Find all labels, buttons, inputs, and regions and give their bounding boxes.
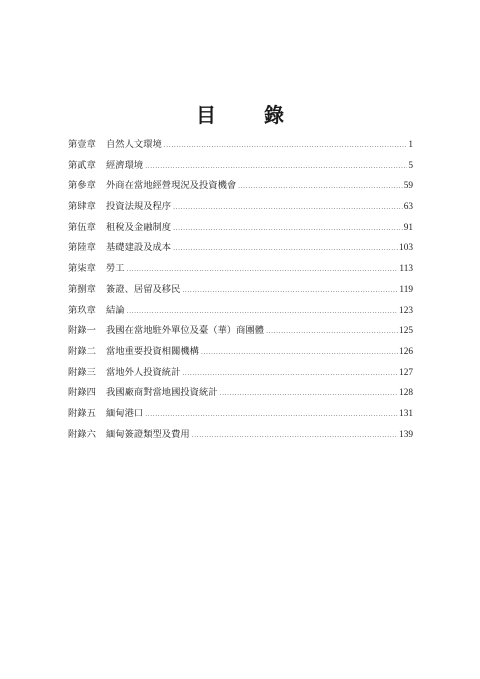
toc-chapter-number: 第捌章 [68, 283, 96, 295]
toc-chapter-number: 第柒章 [68, 263, 96, 275]
toc-leader-dots [173, 239, 398, 260]
toc-chapter-title: 租稅及金融制度 [106, 221, 172, 233]
toc-leader-dots [173, 198, 403, 219]
toc-leader-dots [201, 343, 398, 364]
toc-page-number: 1 [408, 140, 413, 150]
toc-leader-dots [127, 302, 398, 323]
toc-chapter-title: 我國在當地駐外單位及臺（華）商團體 [106, 325, 265, 337]
toc-chapter-number: 第陸章 [68, 242, 96, 254]
toc-chapter-number: 附錄二 [68, 345, 96, 357]
toc-chapter-title: 當地外人投資統計 [106, 366, 181, 378]
toc-entry [68, 238, 413, 259]
toc-leader-dots [238, 177, 403, 198]
toc-page-number: 5 [408, 160, 413, 171]
toc-chapter-number: 附錄五 [68, 407, 96, 419]
toc-page-number: 139 [399, 429, 413, 440]
toc-entry [68, 176, 413, 197]
toc-chapter-number: 第壹章 [68, 139, 96, 150]
toc-page-number: 125 [399, 326, 413, 337]
toc-chapter-number: 附錄三 [68, 366, 96, 378]
toc-chapter-title: 自然人文環境 [106, 139, 162, 150]
toc-leader-dots [164, 136, 408, 157]
toc-entry [68, 425, 413, 446]
page-title: 目 錄 [196, 103, 298, 127]
toc-chapter-number: 第玖章 [68, 304, 96, 316]
toc-chapter-title: 外商在當地經營現況及投資機會 [106, 180, 237, 192]
toc-leader-dots [192, 426, 398, 447]
toc-chapter-number: 第貳章 [68, 159, 96, 171]
toc-chapter-title: 緬甸簽證類型及費用 [106, 428, 190, 440]
toc-entry [68, 301, 413, 322]
toc-entry [68, 156, 413, 177]
toc-chapter-number: 第肆章 [68, 201, 96, 213]
toc-leader-dots [145, 405, 398, 426]
toc-entry [68, 197, 413, 218]
toc-page-number: 59 [403, 181, 413, 192]
toc-leader-dots [182, 364, 398, 385]
toc-chapter-number: 第伍章 [68, 221, 96, 233]
toc-chapter-title: 勞工 [106, 263, 125, 275]
toc-page-number: 131 [399, 408, 413, 419]
toc-chapter-title: 簽證、居留及移民 [106, 283, 181, 295]
toc-chapter-number: 附錄一 [68, 325, 96, 337]
toc-leader-dots [220, 384, 398, 405]
toc-page-number: 127 [399, 367, 413, 378]
toc-entry [68, 259, 413, 280]
toc-entry [68, 218, 413, 239]
toc-page-number: 128 [399, 388, 413, 399]
toc-leader-dots [145, 157, 407, 178]
toc-chapter-title: 當地重要投資相關機構 [106, 345, 199, 357]
toc-entry [68, 404, 413, 425]
toc-chapter-title: 結論 [106, 304, 125, 316]
toc-chapter-title: 基礎建設及成本 [106, 242, 172, 254]
toc-page-number: 123 [399, 305, 413, 316]
toc-chapter-title: 我國廠商對當地國投資統計 [106, 387, 218, 399]
toc-chapter-title: 緬甸港口 [106, 407, 144, 419]
toc-leader-dots [266, 322, 398, 343]
toc-entry [68, 342, 413, 363]
toc-page-number: 113 [399, 264, 413, 275]
toc-chapter-number: 附錄六 [68, 428, 96, 440]
toc-chapter-title: 經濟環境 [106, 159, 144, 171]
toc-entry [68, 321, 413, 342]
toc-page-number: 91 [403, 222, 413, 233]
toc-entry [68, 363, 413, 384]
toc-leader-dots [173, 219, 403, 240]
toc-chapter-number: 第參章 [68, 180, 96, 192]
table-of-contents [68, 135, 413, 445]
toc-page-number: 63 [403, 202, 413, 213]
toc-entry [68, 383, 413, 404]
toc-chapter-number: 附錄四 [68, 387, 96, 399]
toc-entry [68, 280, 413, 301]
toc-page-number: 119 [399, 284, 413, 295]
toc-leader-dots [127, 260, 399, 281]
toc-chapter-title: 投資法規及程序 [106, 201, 172, 213]
toc-page-number: 103 [399, 243, 413, 254]
toc-page-number: 126 [399, 346, 413, 357]
toc-entry [68, 135, 413, 156]
toc-leader-dots [182, 281, 398, 302]
